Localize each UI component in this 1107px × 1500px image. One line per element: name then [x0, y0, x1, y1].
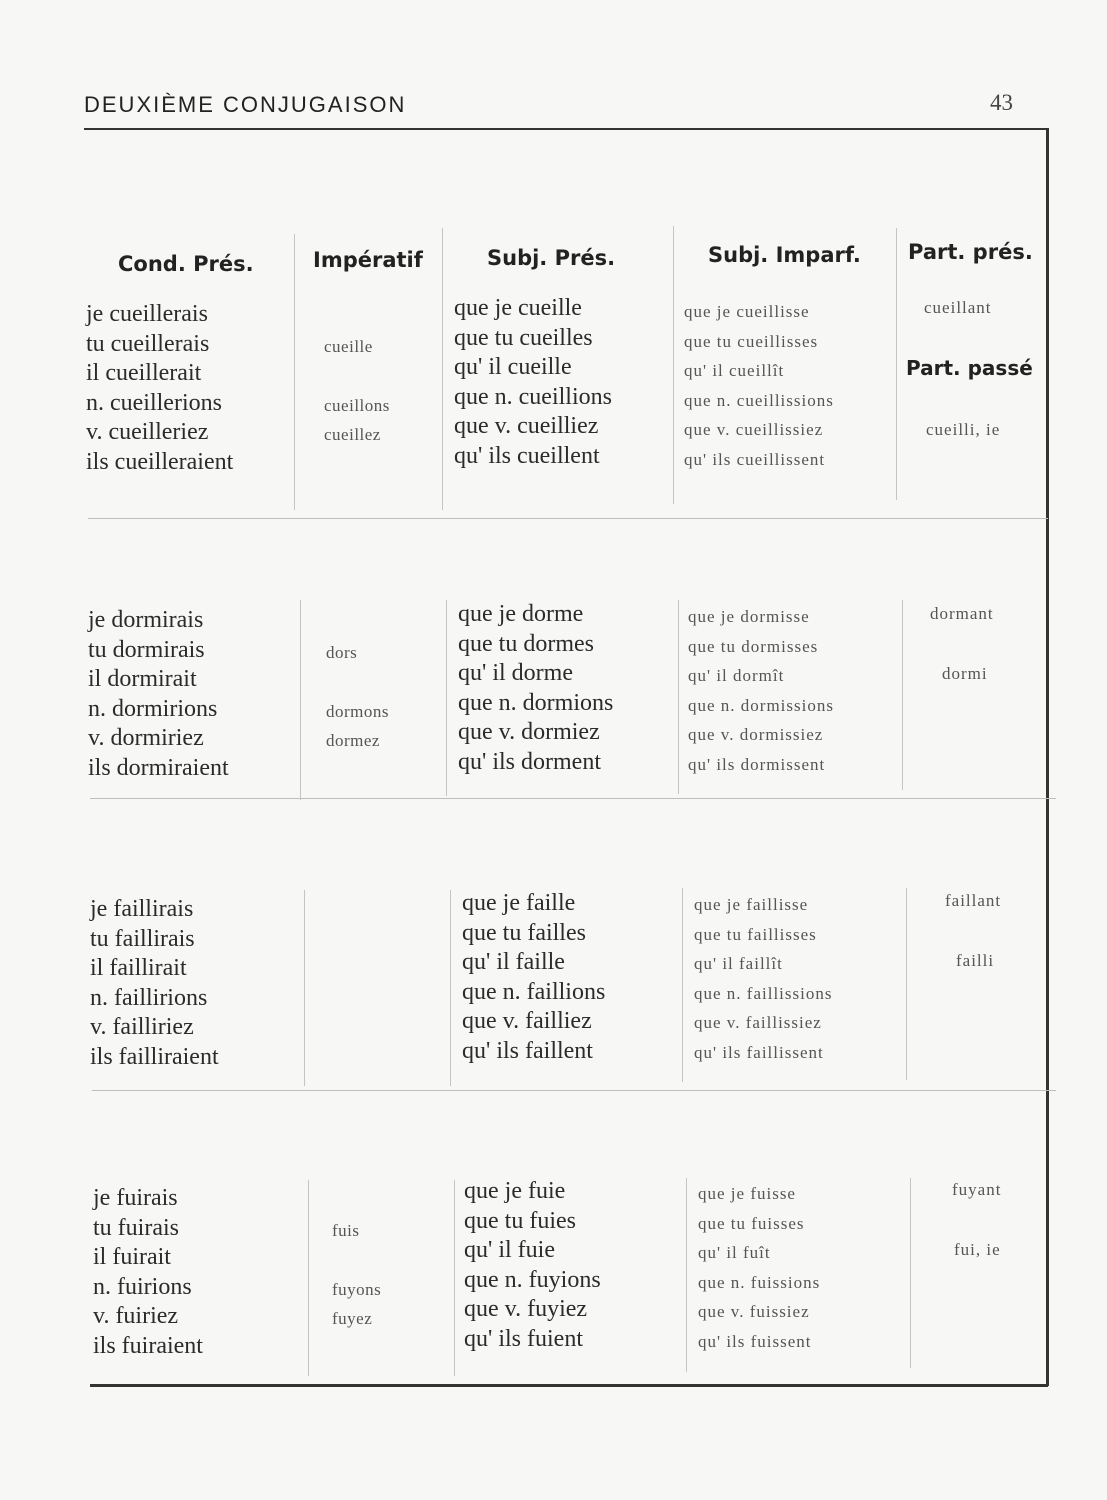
column-divider: [673, 226, 674, 504]
imp-form: [324, 302, 390, 332]
page-number: 43: [990, 90, 1013, 115]
cond-form: je cueillerais: [86, 301, 208, 327]
imp-form: [326, 667, 389, 697]
cond-form: tu cueillerais: [86, 330, 210, 357]
subj-pres-form: que n. fuyions: [464, 1266, 601, 1293]
imp-form: [332, 1334, 381, 1364]
column-divider: [300, 600, 301, 800]
column-divider: [304, 890, 305, 1086]
subj-pres-form: que tu dormes: [458, 630, 594, 657]
imp-form: cueillez: [324, 425, 381, 444]
subj-imparf-forms: [698, 1179, 820, 1356]
top-rule: [84, 128, 1048, 130]
header-cond-pres: Cond. Prés.: [118, 252, 254, 276]
subj-imparf-form: qu' il fuît: [698, 1243, 771, 1262]
part-pres-value: dormant: [930, 604, 994, 623]
subj-imparf-form: que je dormisse: [688, 607, 810, 626]
column-divider: [678, 600, 679, 794]
subj-pres-forms: [454, 294, 612, 471]
subj-imparf-form: qu' il cueillît: [684, 361, 785, 380]
cond-pres-forms: [88, 606, 229, 783]
subj-pres-form: qu' ils faillent: [462, 1037, 593, 1064]
cond-form: il dormirait: [88, 666, 197, 692]
subj-pres-form: que je dorme: [458, 601, 584, 627]
cond-form: v. failliriez: [90, 1014, 194, 1040]
cond-form: v. dormiriez: [88, 725, 204, 751]
cond-form: tu fuirais: [93, 1214, 179, 1241]
imperatif-forms: [326, 608, 389, 785]
subj-imparf-form: que tu faillisses: [694, 924, 817, 944]
subj-pres-form: que n. faillions: [462, 978, 606, 1005]
subj-imparf-form: que n. fuissions: [698, 1272, 821, 1292]
subj-imparf-form: que v. dormissiez: [688, 725, 824, 744]
column-divider: [686, 1178, 687, 1372]
cond-form: il cueillerait: [86, 360, 202, 386]
part-pres-value: fuyant: [952, 1180, 1002, 1199]
part-pres-value: cueillant: [924, 298, 992, 317]
subj-imparf-forms: [694, 890, 832, 1067]
imp-form: fuyons: [332, 1279, 382, 1299]
subj-imparf-form: que v. cueillissiez: [684, 420, 824, 439]
column-divider: [446, 600, 447, 796]
subj-pres-form: que tu failles: [462, 919, 586, 946]
subj-imparf-form: que je faillisse: [694, 895, 809, 914]
cond-pres-forms: [86, 300, 233, 477]
column-headers: [0, 240, 1107, 280]
subj-imparf-form: qu' ils dormissent: [688, 754, 826, 774]
column-divider: [308, 1180, 309, 1376]
cond-form: il faillirait: [90, 955, 187, 981]
cond-form: tu dormirais: [88, 636, 205, 663]
cond-form: ils fuiraient: [93, 1332, 203, 1359]
part-passe-value: failli: [956, 951, 995, 970]
cond-form: ils cueilleraient: [86, 448, 234, 475]
cond-form: ils dormiraient: [88, 754, 229, 781]
column-divider: [294, 234, 295, 510]
subj-pres-form: que je fuie: [464, 1178, 566, 1204]
section-divider: [90, 798, 1056, 799]
imp-form: [326, 756, 389, 786]
subj-pres-form: que tu cueilles: [454, 324, 593, 351]
section-divider: [92, 1090, 1056, 1091]
verb-block-cueillir: [0, 295, 1107, 508]
verb-block-fuir: [0, 1178, 1107, 1382]
subj-pres-form: qu' ils fuient: [464, 1325, 583, 1352]
imp-form: [324, 450, 390, 480]
subj-imparf-form: qu' il faillît: [694, 954, 783, 973]
subj-imparf-form: que tu fuisses: [698, 1213, 805, 1233]
part-pres-value: faillant: [945, 891, 1002, 910]
cond-form: je fuirais: [93, 1185, 178, 1211]
imp-form: cueille: [324, 336, 373, 356]
subj-pres-form: que v. failliez: [462, 1008, 592, 1034]
column-divider: [454, 1180, 455, 1376]
subj-imparf-form: qu' ils fuissent: [698, 1331, 812, 1351]
cond-form: n. fuirions: [93, 1273, 192, 1300]
subj-imparf-form: qu' il dormît: [688, 666, 785, 685]
imp-form: [332, 1245, 381, 1275]
subj-imparf-form: qu' ils cueillissent: [684, 449, 826, 469]
subj-imparf-form: que v. faillissiez: [694, 1013, 822, 1032]
cond-form: je faillirais: [90, 896, 194, 922]
imp-form: dors: [326, 642, 358, 662]
imp-form: fuyez: [332, 1309, 373, 1328]
subj-pres-form: qu' il faille: [462, 949, 565, 975]
subj-pres-form: qu' il fuie: [464, 1237, 555, 1263]
running-head: DEUXIÈME CONJUGAISON: [84, 92, 407, 117]
column-divider: [442, 228, 443, 510]
subj-pres-forms: [464, 1177, 601, 1354]
subj-pres-form: que je cueille: [454, 295, 582, 321]
cond-form: tu faillirais: [90, 925, 195, 952]
subj-imparf-form: qu' ils faillissent: [694, 1042, 824, 1062]
imp-form: dormons: [326, 701, 389, 721]
header-part-passe: Part. passé: [906, 356, 1033, 380]
subj-imparf-form: que je fuisse: [698, 1184, 796, 1203]
cond-pres-forms: [90, 895, 219, 1072]
cond-form: ils failliraient: [90, 1043, 219, 1070]
subj-imparf-forms: [688, 602, 834, 779]
subj-pres-forms: [458, 600, 613, 777]
header-subj-imparf: Subj. Imparf.: [708, 243, 861, 267]
cond-form: n. cueillerions: [86, 389, 222, 416]
subj-imparf-form: que je cueillisse: [684, 302, 810, 321]
imperatif-forms: [324, 302, 390, 479]
subj-pres-form: que n. dormions: [458, 689, 614, 716]
cond-form: n. dormirions: [88, 695, 218, 722]
cond-pres-forms: [93, 1184, 203, 1361]
header-subj-pres: Subj. Prés.: [487, 246, 616, 270]
imp-form: cueillons: [324, 395, 390, 415]
subj-pres-form: qu' il cueille: [454, 354, 572, 380]
subj-imparf-forms: [684, 297, 834, 474]
cond-form: il fuirait: [93, 1244, 171, 1270]
verb-block-faillir: [0, 890, 1107, 1093]
subj-pres-form: qu' ils dorment: [458, 748, 601, 775]
subj-pres-form: qu' il dorme: [458, 660, 573, 686]
subj-imparf-form: que v. fuissiez: [698, 1302, 810, 1321]
imp-form: [324, 361, 390, 391]
section-divider: [88, 518, 1048, 519]
cond-form: v. cueilleriez: [86, 419, 209, 445]
imp-form: dormez: [326, 731, 380, 750]
subj-pres-form: que n. cueillions: [454, 383, 612, 410]
subj-pres-form: que je faille: [462, 890, 576, 916]
column-divider: [450, 890, 451, 1086]
part-passe-value: fui, ie: [954, 1240, 1001, 1259]
subj-pres-form: que tu fuies: [464, 1207, 576, 1234]
part-passe-value: cueilli, ie: [926, 420, 1001, 439]
imp-form: [332, 1186, 381, 1216]
column-divider: [910, 1178, 911, 1368]
subj-pres-form: que v. dormiez: [458, 719, 600, 745]
column-divider: [682, 888, 683, 1082]
subj-imparf-form: que n. dormissions: [688, 695, 834, 715]
imp-form: fuis: [332, 1220, 360, 1240]
cond-form: n. faillirions: [90, 984, 208, 1011]
column-divider: [896, 228, 897, 500]
subj-imparf-form: que n. faillissions: [694, 983, 833, 1003]
part-passe-value: dormi: [942, 664, 988, 683]
header-part-pres: Part. prés.: [908, 240, 1033, 264]
column-divider: [906, 888, 907, 1080]
column-divider: [902, 600, 903, 790]
subj-imparf-form: que n. cueillissions: [684, 390, 834, 410]
header-imperatif: Impératif: [313, 248, 423, 272]
verb-block-dormir: [0, 601, 1107, 804]
cond-form: je dormirais: [88, 607, 204, 633]
subj-pres-form: qu' ils cueillent: [454, 442, 600, 469]
subj-pres-form: que v. cueilliez: [454, 413, 599, 439]
imperatif-forms: [332, 1186, 381, 1363]
subj-pres-forms: [462, 889, 605, 1066]
subj-pres-form: que v. fuyiez: [464, 1296, 588, 1322]
cond-form: v. fuiriez: [93, 1303, 179, 1329]
bottom-rule: [90, 1384, 1048, 1387]
subj-imparf-form: que tu dormisses: [688, 636, 819, 656]
imp-form: [326, 608, 389, 638]
subj-imparf-form: que tu cueillisses: [684, 331, 819, 351]
